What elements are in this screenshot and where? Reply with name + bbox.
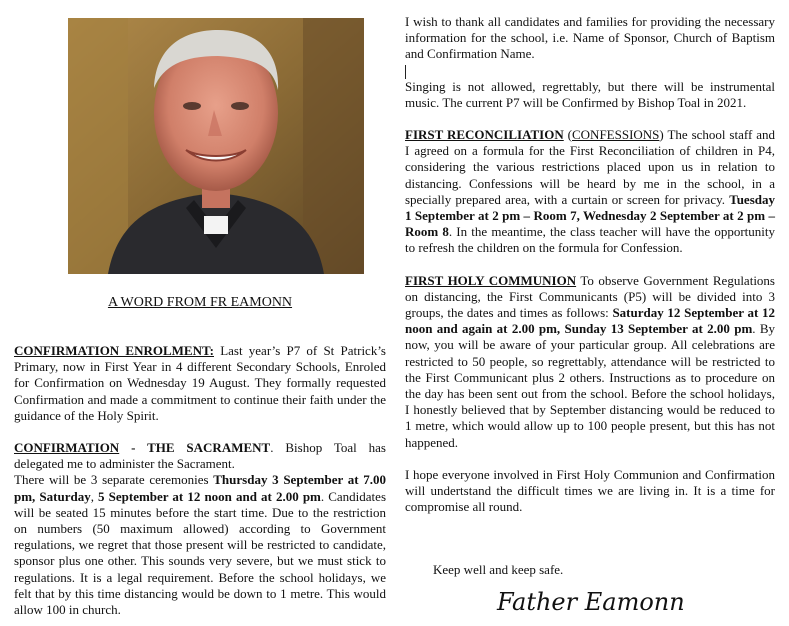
enrolment-heading: CONFIRMATION ENROLMENT: xyxy=(14,343,214,358)
reconciliation-paragraph: FIRST RECONCILIATION (CONFESSIONS) The school staff and I agreed on a formula for the First Reconciliation of children in P4, considering the various restrictions placed upon us in relation to distancing. Confessions will be heard by me in the school, in a specially prepared area, with a curtain or screen for privacy. Tuesday 1 September at 2 pm – Room 7, Wednesday 2 September at 2 pm – Room 8. In the meantime, the class teacher will have the opportunity to refresh the children on the formula for Confession. xyxy=(405,127,776,256)
communion-heading: FIRST HOLY COMMUNION xyxy=(405,272,577,288)
left-column xyxy=(14,343,386,618)
communion-paragraph: FIRST HOLY COMMUNION To observe Government Regulations on distancing, the First Communicants (P5) will be divided into 3 groups, the dates and times as follows: Saturday 12 September at 12 noon and again at 2.00 pm, Sunday 13 September at 2.00 pm. By now, you will be aware of your particular group. All celebrations are restricted to 50 people, so regrettably, attendance will be restricted to the First Communicant plus 2 others. Instructions as to procedure on the day has been sent out from the school. Before the school holidays, I honestly believed that by September distancing would be reduced to 1 metre, which would allow up to 100 people present, but this has not happened. xyxy=(405,272,776,450)
page-title: A WORD FROM FR EAMONN xyxy=(107,295,293,310)
priest-photo xyxy=(68,18,364,274)
thanks-paragraph: I wish to thank all candidates and families for providing the necessary information for the school, i.e. Name of Sponsor, Church of Baptism and Confirmation Name. xyxy=(405,14,775,62)
signature: Father Eamonn xyxy=(497,588,685,616)
hope-paragraph: I hope everyone involved in First Holy Communion and Confirmation will undertstand the difficult times we are living in. It is a time for compromise all round. xyxy=(405,466,775,515)
text-cursor xyxy=(405,63,775,79)
right-column xyxy=(405,14,775,515)
sacrament-paragraph: CONFIRMATION - THE SACRAMENT. Bishop Toal has delegated me to administer the Sacrament. xyxy=(14,440,386,472)
reconciliation-heading: FIRST RECONCILIATION xyxy=(405,127,564,143)
confirmation-enrolment-paragraph: CONFIRMATION ENROLMENT: Last year’s P7 of St Patrick’s Primary, now in First Year in 4 different Secondary Schools, Enroled for Confirmation on Wednesday 19 August. They formally requested Confirmation and made a commitment to continue their faith under the guidance of the Holy Spirit. xyxy=(14,343,386,423)
ceremonies-paragraph: There will be 3 separate ceremonies Thursday 3 September at 7.00 pm, Saturday, 5 September at 12 noon and at 2.00 pm. Candidates will be seated 15 minutes before the start time. Due to the restriction on numbers (50 maximum allowed) according to Government regulations, we regret that those present will be restricted to candidate, sponsor plus one other. This sounds very severe, but we must stick to regulations. It is a legal requirement. Before the school holidays, we felt that by this time distancing would be down to 1 metre. This would allow 100 in church. xyxy=(14,472,386,618)
singing-paragraph: Singing is not allowed, regrettably, but there will be instrumental music. The current P7 will be Confirmed by Bishop Toal in 2021. xyxy=(405,78,775,110)
keep-well-line: Keep well and keep safe. xyxy=(433,562,564,577)
sacrament-heading: CONFIRMATION xyxy=(14,440,120,456)
